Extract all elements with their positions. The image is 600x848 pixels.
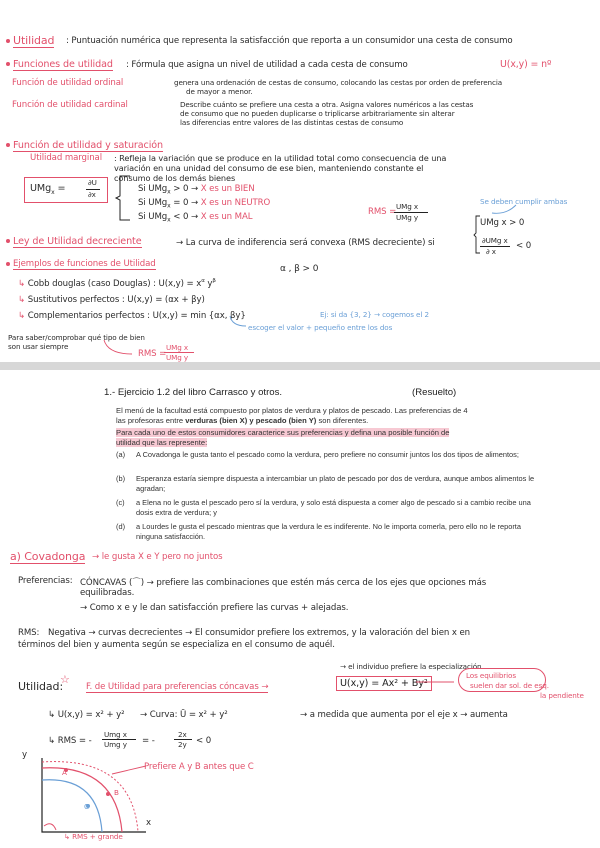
graph-y-label: y bbox=[22, 750, 27, 760]
umg-formula-num: ∂U bbox=[88, 178, 97, 187]
graph-rms-note: ↳ RMS + grande bbox=[64, 832, 123, 841]
cardinal-line-3: las diferencias entre valores de las distintas cestas de consumo bbox=[180, 118, 404, 127]
umg-formula-lhs: UMg$_x$ = bbox=[30, 183, 66, 196]
case-bien: Si UMg$_x$ > 0 → X es un BIEN bbox=[138, 184, 255, 196]
ley-definition: → La curva de indiferencia será convexa (RMS decreciente) si bbox=[176, 238, 435, 248]
note-rms-den: UMg y bbox=[166, 353, 189, 362]
sustitutivos: ↳ Sustitutivos perfectos : U(x,y) = (αx + βy) bbox=[18, 295, 205, 305]
exercise-intro-2: las profesoras entre verduras (bien X) y pescado (bien Y) son diferentes. bbox=[116, 416, 369, 425]
rms-angle-mark bbox=[44, 824, 56, 830]
notes-page-top bbox=[0, 0, 600, 362]
arrow-icon bbox=[104, 340, 134, 360]
cardinal-line-1: Describe cuánto se prefiere una cesta a otra. Asigna valores numéricos a las cestas bbox=[180, 100, 474, 109]
utilidad-sol-label: Utilidad: bbox=[18, 680, 64, 693]
note-saber-1: Para saber/comprobar qué tipo de bien bbox=[8, 333, 145, 342]
case-mal: Si UMg$_x$ < 0 → X es un MAL bbox=[138, 212, 253, 224]
bullet-icon bbox=[6, 62, 10, 66]
example-rms-rhs: < 0 bbox=[196, 736, 212, 746]
page-separator bbox=[0, 362, 600, 370]
rms-num: UMg x bbox=[396, 202, 419, 211]
ordinal-line-2: de mayor a menor. bbox=[186, 87, 253, 96]
rms-sol-text-2: términos del bien y aumenta según se especializa en el consumo de aquél. bbox=[18, 640, 335, 650]
exercise-task-2: utilidad que las represente: bbox=[116, 438, 208, 447]
saturacion-heading: Función de utilidad y saturación bbox=[6, 140, 163, 151]
preferencias-label: Preferencias: bbox=[18, 576, 73, 586]
point-b bbox=[106, 792, 110, 796]
must-note: Se deben cumplir ambas bbox=[480, 197, 568, 206]
solution-a-desc: → le gusta X e Y pero no juntos bbox=[92, 552, 223, 562]
must-condition-1: UMg x > 0 bbox=[480, 218, 525, 228]
cardinal-heading: Función de utilidad cardinal bbox=[12, 100, 128, 110]
case-neutro: Si UMg$_x$ = 0 → X es un NEUTRO bbox=[138, 198, 271, 210]
utilidad-heading: Utilidad bbox=[6, 34, 54, 47]
utilidad-note-1: Los equilibrios bbox=[466, 671, 516, 680]
must-condition-2-den: ∂ x bbox=[486, 247, 496, 256]
note-bubble bbox=[458, 668, 546, 692]
ejemplos-heading: Ejemplos de funciones de Utilidad bbox=[6, 259, 156, 269]
complementarios: ↳ Complementarios perfectos : U(x,y) = min {αx, βy} bbox=[18, 311, 246, 321]
graph-x-label: x bbox=[146, 818, 151, 828]
example-formula: ↳ U(x,y) = x² + y² bbox=[48, 710, 125, 720]
example-rms-eq: = - bbox=[142, 736, 155, 746]
graph-point-a-label: A bbox=[62, 768, 67, 777]
utilidad-note-2: suelen dar sol. de esq. bbox=[470, 681, 549, 690]
preferencias-text-2: equilibradas. bbox=[80, 588, 135, 598]
option-a: (a) A Covadonga le gusta tanto el pescado como la verdura, pero prefiere no consumir juntos los dos tipos de alimentos; bbox=[116, 450, 519, 459]
arrow-icon bbox=[416, 676, 456, 690]
exercise-status: (Resuelto) bbox=[412, 387, 457, 398]
umg-formula-den: ∂x bbox=[88, 190, 96, 199]
example-rms-label: ↳ RMS = - bbox=[48, 736, 92, 746]
rms-den: UMg y bbox=[396, 213, 419, 222]
brace-icon bbox=[474, 215, 482, 255]
funciones-heading: Funciones de utilidad bbox=[6, 59, 113, 70]
preferencias-text-1: CÓNCAVAS (⌒) → prefiere las combinaciones que estén más cerca de los ejes que opciones más bbox=[80, 578, 487, 588]
must-condition-2-num: ∂UMg x bbox=[482, 236, 508, 245]
utilidad-formula: U(x,y) = Ax² + By² bbox=[336, 676, 432, 691]
example-rms-den-2: 2y bbox=[178, 740, 187, 749]
note-rms-num: UMg x bbox=[166, 343, 189, 352]
graph-note: Prefiere A y B antes que C bbox=[144, 762, 254, 772]
note-menor: escoger el valor + pequeño entre los dos bbox=[248, 323, 393, 332]
note-ejemplo: Ej: si da {3, 2} → cogemos el 2 bbox=[320, 310, 429, 319]
notes-page-bottom bbox=[0, 370, 600, 848]
option-c: (c) a Elena no le gusta el pescado pero sí la verdura, y solo está dispuesta a comer algo de pescado si a cambio recibe una dosis extra de verdura; y bbox=[116, 498, 531, 518]
ley-heading: Ley de Utilidad decreciente bbox=[6, 236, 142, 247]
option-b: (b) Esperanza estaría siempre dispuesta a intercambiar un plato de pescado por dos de verdura, aunque ambos alimentos le agradan; bbox=[116, 474, 535, 494]
graph-point-c-label: C bbox=[84, 802, 89, 811]
umg-line-2: variación en una unidad del consumo de ese bien, manteniendo constante el bbox=[114, 163, 424, 173]
bullet-icon bbox=[6, 143, 10, 147]
arrow-icon bbox=[228, 316, 248, 330]
note-saber-2: son usar siempre bbox=[8, 342, 69, 351]
example-rms-num: Umg x bbox=[104, 730, 127, 739]
rms-sol-text-1: Negativa → curvas decrecientes → El consumidor prefiere los extremos, y la valoración del bien x en bbox=[48, 628, 471, 638]
arrow-icon bbox=[488, 205, 518, 219]
exercise-intro-1: El menú de la facultad está compuesto por platos de verdura y platos de pescado. Las preferencias de 4 bbox=[116, 406, 468, 415]
bullet-icon bbox=[6, 239, 10, 243]
example-rms-num-2: 2x bbox=[178, 730, 187, 739]
exercise-title: 1.- Ejercicio 1.2 del libro Carrasco y otros. bbox=[104, 387, 283, 398]
umg-line-1: : Refleja la variación que se produce en la utilidad total como consecuencia de una bbox=[114, 153, 447, 163]
option-d: (d) a Lourdes le gusta el pescado mientras que la verdura le es indiferente. No le importa comerla, pero ello no le reporta ninguna satisfacción. bbox=[116, 522, 521, 542]
funciones-formula: U(x,y) = nº bbox=[500, 59, 552, 70]
preferencias-text-3: → Como x e y le dan satisfacción prefiere las curvas + alejadas. bbox=[80, 603, 349, 613]
utilidad-note-3: la pendiente bbox=[540, 691, 584, 700]
cobb-douglas: ↳ Cobb douglas (caso Douglas) : $U(x,y) = x^\alpha$ $y^\beta$ bbox=[18, 278, 216, 289]
utilidad-definition: : Puntuación numérica que representa la satisfacción que reporta a un consumidor una cesta de consumo bbox=[66, 36, 513, 46]
solution-a-heading: a) Covadonga bbox=[10, 550, 86, 563]
example-rms-den: Umg y bbox=[104, 740, 127, 749]
exercise-task-1: Para cada uno de estos consumidores caracterice sus preferencias y defina una posible función de bbox=[116, 428, 450, 437]
alpha-beta-note: α , β > 0 bbox=[280, 264, 319, 274]
bullet-icon bbox=[6, 39, 10, 43]
example-curve: → Curva: Ū = x² + y² bbox=[140, 710, 228, 720]
ordinal-heading: Función de utilidad ordinal bbox=[12, 78, 124, 88]
star-icon: ☆ bbox=[60, 673, 70, 686]
graph-point-b-label: B bbox=[114, 788, 119, 797]
funciones-definition: : Fórmula que asigna un nivel de utilidad a cada cesta de consumo bbox=[126, 60, 408, 70]
must-condition-2-rhs: < 0 bbox=[516, 241, 532, 251]
especializacion-note: → el individuo prefiere la especialización bbox=[340, 662, 482, 671]
rms-label: RMS = bbox=[368, 207, 397, 217]
ordinal-line-1: genera una ordenación de cestas de consumo, colocando las cestas por orden de preferencia bbox=[174, 78, 503, 87]
arrow-icon bbox=[108, 762, 148, 778]
utilidad-sol-title: F. de Utilidad para preferencias cóncavas → bbox=[86, 682, 269, 692]
note-rms-label: RMS = bbox=[138, 349, 167, 359]
bullet-icon bbox=[6, 262, 10, 266]
example-increase: → a medida que aumenta por el eje x → aumenta bbox=[300, 710, 508, 720]
rms-sol-label: RMS: bbox=[18, 628, 40, 638]
umg-heading: Utilidad marginal bbox=[30, 153, 102, 163]
brace-icon bbox=[116, 174, 136, 222]
umg-line-3: consumo de los demás bienes bbox=[114, 173, 236, 183]
cardinal-line-2: de consumo que no pueden duplicarse o triplicarse arbitrariamente sin alterar bbox=[180, 109, 455, 118]
